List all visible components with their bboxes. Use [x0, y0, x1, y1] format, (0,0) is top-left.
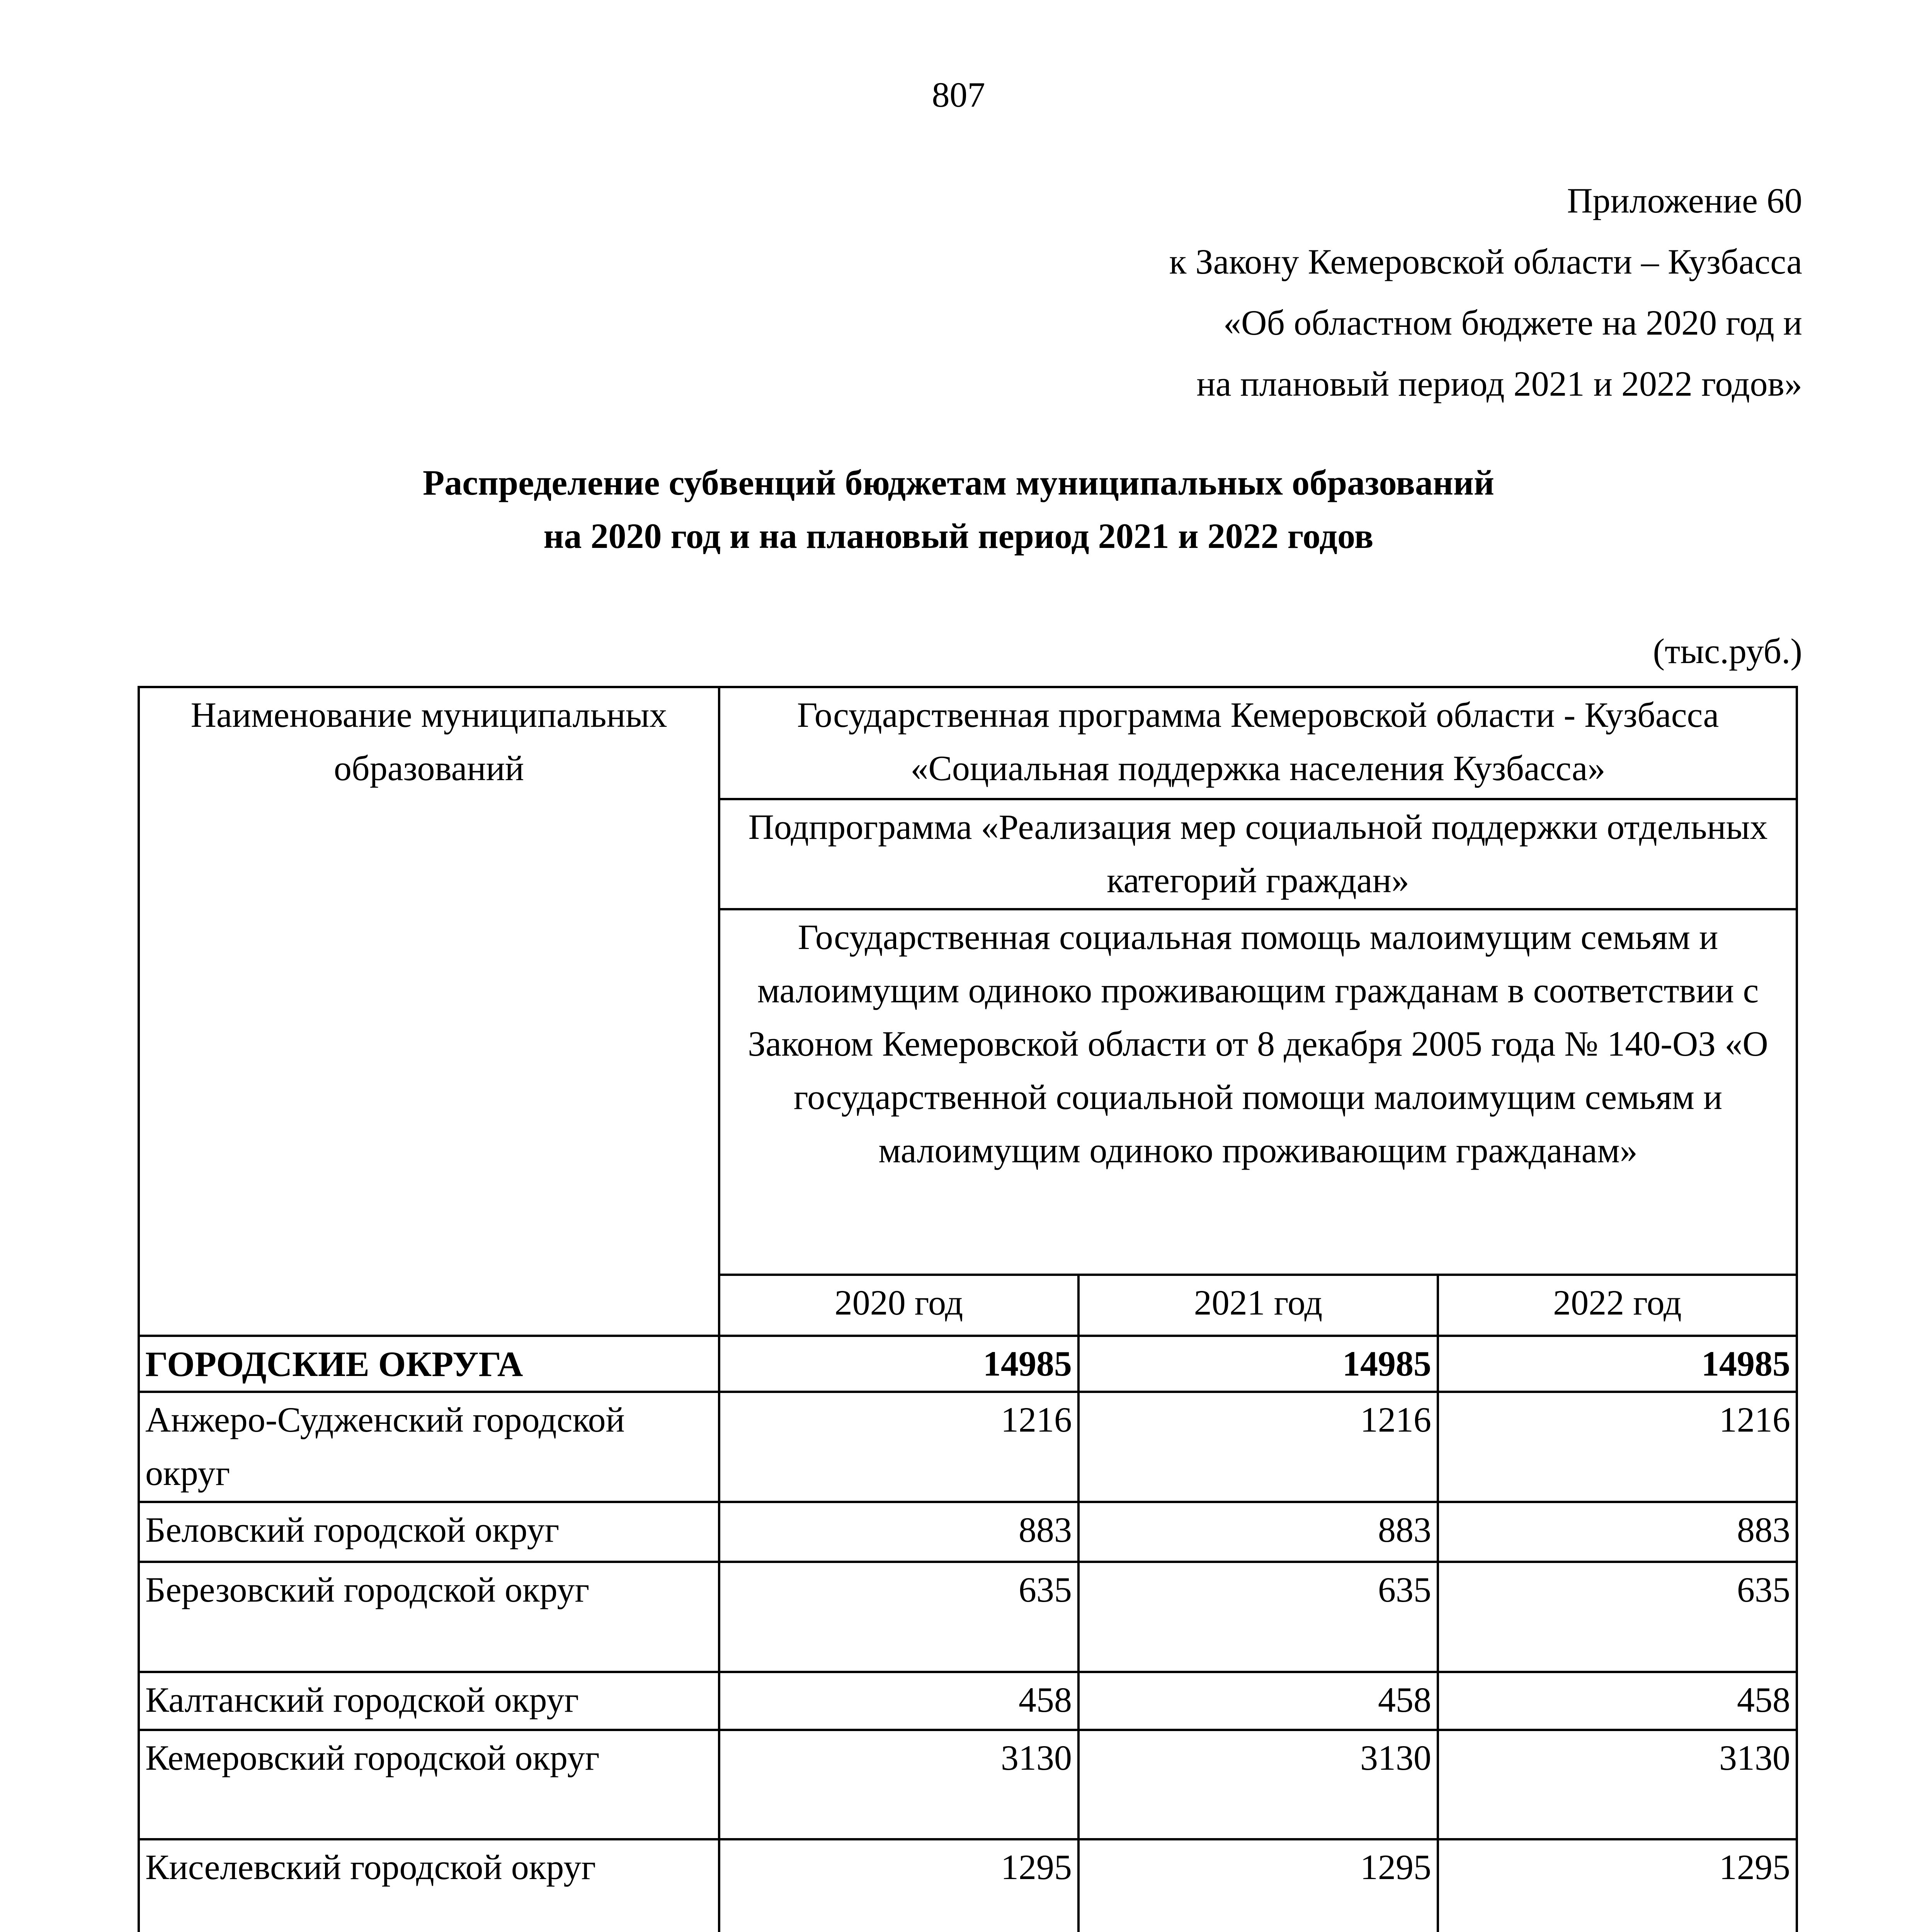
total-label: ГОРОДСКИЕ ОКРУГА: [139, 1336, 719, 1392]
value-2022: 1295: [1438, 1839, 1797, 1932]
document-title-line-1: Распределение субвенций бюджетам муниципальных образований: [423, 463, 1494, 502]
table-row: [139, 1672, 1797, 1730]
appendix-line-4: на плановый период 2021 и 2022 годов»: [1196, 364, 1802, 403]
table-row: [139, 1392, 1797, 1502]
year-header-2020: 2020 год: [719, 1275, 1078, 1336]
value-2020: 1295: [719, 1839, 1078, 1932]
value-2020: 1216: [719, 1392, 1078, 1502]
value-2021: 1216: [1078, 1392, 1438, 1502]
value-2022: 3130: [1438, 1730, 1797, 1839]
document-title-line-2: на 2020 год и на плановый период 2021 и 2022 годов: [543, 516, 1374, 556]
municipality-name: Калтанский городской округ: [139, 1672, 719, 1730]
subventions-table: [138, 686, 1798, 1932]
total-value-2021: 14985: [1078, 1336, 1438, 1392]
value-2022: 635: [1438, 1562, 1797, 1672]
value-2022: 1216: [1438, 1392, 1797, 1502]
table-row: [139, 1730, 1797, 1839]
units-label: (тыс.руб.): [1653, 631, 1802, 671]
table-row: [139, 1562, 1797, 1672]
value-2020: 883: [719, 1502, 1078, 1562]
value-2021: 635: [1078, 1562, 1438, 1672]
municipality-name: Кемеровский городской округ: [139, 1730, 719, 1839]
appendix-line-1: Приложение 60: [1567, 181, 1802, 220]
value-2022: 883: [1438, 1502, 1797, 1562]
value-2021: 1295: [1078, 1839, 1438, 1932]
value-2021: 458: [1078, 1672, 1438, 1730]
value-2020: 458: [719, 1672, 1078, 1730]
table-row: [139, 1502, 1797, 1562]
table-row-total: [139, 1336, 1797, 1392]
document-title: [0, 456, 1917, 563]
appendix-line-2: к Закону Кемеровской области – Кузбасса: [1169, 242, 1802, 281]
appendix-line-3: «Об областном бюджете на 2020 год и: [1223, 303, 1802, 342]
total-value-2022: 14985: [1438, 1336, 1797, 1392]
value-2020: 3130: [719, 1730, 1078, 1839]
program-header: Государственная программа Кемеровской области - Кузбасса «Социальная поддержка населения Кузбасса»: [719, 687, 1797, 799]
value-2021: 883: [1078, 1502, 1438, 1562]
page-number: 807: [932, 75, 985, 114]
table-row: [139, 1839, 1797, 1932]
municipality-name: Анжеро-Судженский городской округ: [139, 1392, 719, 1502]
municipality-name: Березовский городской округ: [139, 1562, 719, 1672]
measure-description-header: Государственная социальная помощь малоимущим семьям и малоимущим одиноко проживающим гражданам в соответствии с Законом Кемеровской области от 8 декабря 2005 года № 140-ОЗ «О государственной социальной помощи малоимущим семьям и малоимущим одиноко проживающим гражданам»: [719, 909, 1797, 1275]
total-value-2020: 14985: [719, 1336, 1078, 1392]
value-2022: 458: [1438, 1672, 1797, 1730]
year-header-2022: 2022 год: [1438, 1275, 1797, 1336]
municipality-name: Киселевский городской округ: [139, 1839, 719, 1932]
municipality-name: Беловский городской округ: [139, 1502, 719, 1562]
municipality-column-header: Наименование муниципальных образований: [139, 687, 719, 1336]
value-2021: 3130: [1078, 1730, 1438, 1839]
subprogram-header: Подпрограмма «Реализация мер социальной поддержки отдельных категорий граждан»: [719, 799, 1797, 909]
year-header-2021: 2021 год: [1078, 1275, 1438, 1336]
appendix-header: [1169, 170, 1802, 414]
value-2020: 635: [719, 1562, 1078, 1672]
